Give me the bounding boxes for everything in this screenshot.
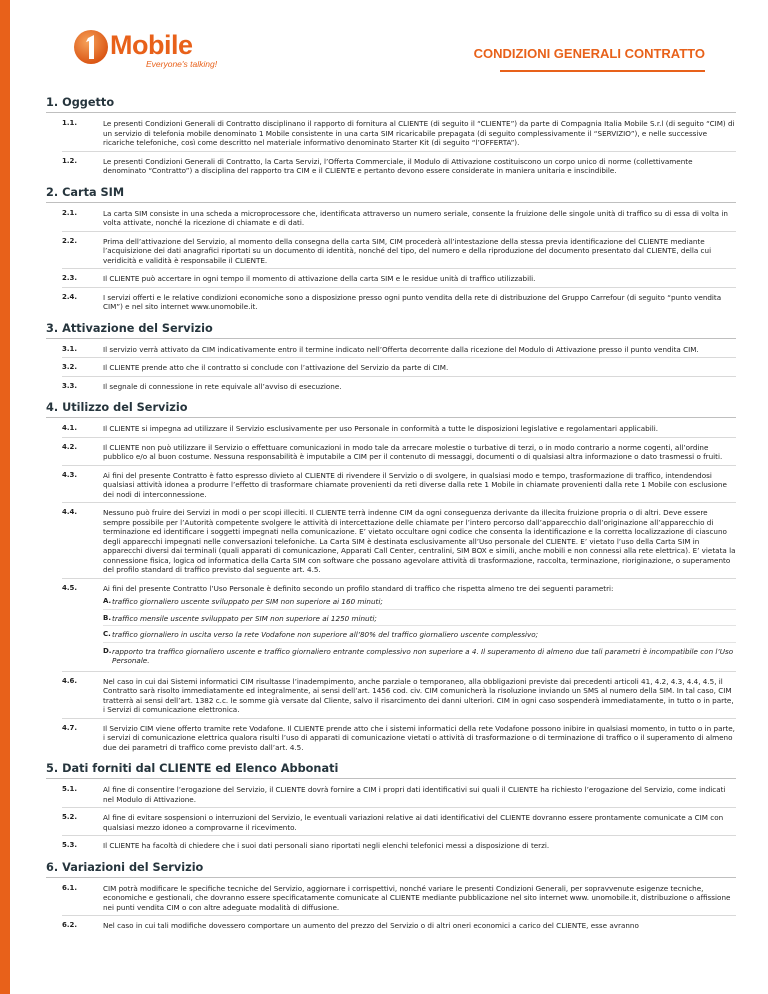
sidebar-accent-bar bbox=[0, 0, 10, 994]
clause bbox=[62, 157, 736, 179]
clause-number: 3.3. bbox=[62, 381, 78, 390]
clause bbox=[62, 724, 736, 756]
company-logo bbox=[72, 26, 222, 70]
clause-text: Il CLIENTE può accertare in ogni tempo il momento di attivazione della carta SIM e le residue unità di traffico utilizzabili. bbox=[103, 274, 536, 283]
clause-text: Nel caso in cui dai Sistemi informatici CIM risultasse l’inadempimento, anche parziale o temporaneo, alla obbligazioni previste dai precedenti articoli 41, 4.2, 4.3, 4.4, 4.5, il Contratto sarà risolto immediatamente ed integralmente, ai sensi dell’art. 1456 cod. civ. CIM comunicherà la risoluzione inviando un SMS al numero della SIM. In tal caso, CIM tratterrà ai sensi dell’art. 1382 c.c. le somme già versate dal Cliente, salvo il risarcimento dei danni ulteriori. CIM in ogni caso sospenderà immediatamente, in tutto o in parte, i Servizi di comunicazione elettronica. bbox=[103, 676, 734, 714]
logo-tagline: Everyone's talking! bbox=[146, 59, 218, 69]
clause-text: Il CLIENTE non può utilizzare il Servizio o effettuare comunicazioni in modo tale da arrecare molestie o turbative di terzi, o in modo contrario a norme cogenti, all’ordine pubblico e/o al buon costume. Nessuna responsabilità è imputabile a CIM per il contenuto di messaggi, documenti o di qualsiasi altra informazione o dato trasmessi o fruiti. bbox=[103, 442, 723, 461]
clause-body bbox=[103, 724, 736, 753]
clause-text: CIM potrà modificare le specifiche tecniche del Servizio, aggiornare i corrispettivi, nonché variare le presenti Condizioni Generali, per sopravvenute esigenze tecniche, economiche e gestionali, che dovranno essere specificatamente comunicate al CLIENTE mediante pubblicazione nel sito internet www. unomobile.it, distribuzione o affissione nei punti vendita CIM o con altre adeguate modalità di diffusione. bbox=[103, 883, 731, 912]
clause-text: Il CLIENTE ha facoltà di chiedere che i suoi dati personali siano riportati negli elenchi telefonici messi a disposizione di terzi. bbox=[103, 841, 550, 850]
section-divider bbox=[46, 778, 736, 779]
section-divider bbox=[46, 338, 736, 339]
clause bbox=[62, 584, 736, 672]
clause-text: Ai fini del presente Contratto l’Uso Personale è definito secondo un profilo standard di traffico che rispetta almeno tre dei seguenti parametri: bbox=[103, 583, 614, 593]
clause-text: Al fine di consentire l’erogazione del Servizio, il CLIENTE dovrà fornire a CIM i propri dati identificativi sui quali il CLIENTE ha richiesto l’erogazione del Servizio, come indicati nel Modulo di Attivazione. bbox=[103, 785, 726, 804]
clause-body bbox=[103, 677, 736, 715]
sub-clause-text: traffico mensile uscente sviluppato per SIM non superiore ai 1250 minuti; bbox=[112, 613, 377, 623]
clause-body bbox=[103, 785, 736, 804]
sub-clause bbox=[103, 597, 736, 610]
clause-text: Il segnale di connessione in rete equivale all’avviso di esecuzione. bbox=[103, 381, 342, 391]
section bbox=[46, 857, 736, 934]
sub-clause-label: C. bbox=[103, 630, 111, 638]
clause bbox=[62, 921, 736, 934]
clause-body bbox=[103, 237, 736, 266]
section bbox=[46, 397, 736, 755]
clause-body bbox=[103, 293, 736, 312]
section-title: 5. Dati forniti dal CLIENTE ed Elenco Abbonati bbox=[46, 762, 339, 775]
clause-body bbox=[103, 363, 736, 373]
clause bbox=[62, 345, 736, 359]
section-title: 4. Utilizzo del Servizio bbox=[46, 401, 188, 414]
clause bbox=[62, 293, 736, 315]
clause bbox=[62, 884, 736, 917]
clause-body bbox=[103, 443, 736, 462]
sub-clause-text: traffico giornaliero uscente sviluppato per SIM non superiore ai 160 minuti; bbox=[112, 597, 383, 606]
clause-number: 4.6. bbox=[62, 676, 78, 685]
clause-text: La carta SIM consiste in una scheda a microprocessore che, identificata attraverso un numero seriale, consente la fruizione delle singole unità di traffico su di essa di volta in volta attivate, nonché la ricezione di chiamate e di dati. bbox=[103, 208, 728, 227]
clause-body bbox=[103, 508, 736, 575]
clause bbox=[62, 209, 736, 232]
clause-body bbox=[103, 841, 736, 851]
clause-body bbox=[103, 119, 736, 148]
section-title: 2. Carta SIM bbox=[46, 185, 125, 199]
clause-text: Il CLIENTE si impegna ad utilizzare il Servizio esclusivamente per uso Personale in conformità a tutte le disposizioni legislative e regolamentari applicabili. bbox=[103, 424, 658, 433]
clause bbox=[62, 785, 736, 808]
clause-number: 2.3. bbox=[62, 274, 78, 282]
logo-text: Mobile bbox=[110, 30, 193, 60]
clause-body bbox=[103, 424, 736, 434]
clause-number: 6.2. bbox=[62, 921, 78, 929]
clause-number: 4.4. bbox=[62, 508, 78, 516]
document-title: CONDIZIONI GENERALI CONTRATTO bbox=[473, 46, 705, 61]
clause-text: Il Servizio CIM viene offerto tramite rete Vodafone. Il CLIENTE prende atto che i sistemi informatici della rete Vodafone possono inibire in qualsiasi momento, in tutto o in parte, i servizi di comunicazione elettrica qualora risulti l’uso di apparati di comunicazione vietati o attività di trasformazione o di terminazione di traffico o il superamento di almeno due dei parametri di traffico come previsto dall’art. 4.5. bbox=[103, 723, 735, 752]
clause-number: 5.2. bbox=[62, 813, 78, 821]
sub-clause bbox=[103, 614, 736, 627]
clause-body bbox=[103, 584, 736, 668]
clause-text: Ai fini del presente Contratto è fatto espresso divieto al CLIENTE di rivendere il Servizio o di svolgere, in qualsiasi modo e tempo, trasformazione di traffico, intendendosi qualsiasi attività idonea a produrre l’effetto di trasformare chiamate provenienti da reti diverse dalla rete 1 Mobile in chiamate provenienti dalla rete 1 Mobile con esclusione dei nodi di interconnessione. bbox=[103, 470, 727, 499]
clause-number: 4.2. bbox=[62, 442, 78, 451]
clause bbox=[62, 274, 736, 288]
clause bbox=[62, 677, 736, 719]
clause-body bbox=[103, 471, 736, 500]
clause bbox=[62, 813, 736, 836]
section-divider bbox=[46, 202, 736, 203]
clause-number: 6.1. bbox=[62, 883, 78, 892]
section-divider bbox=[46, 112, 736, 113]
section-title: 1. Oggetto bbox=[46, 96, 115, 109]
section-title: 6. Variazioni del Servizio bbox=[46, 860, 204, 874]
clause-text: Il servizio verrà attivato da CIM indicativamente entro il termine indicato nell’Offerta decorrente dalla ricezione del Modulo di Attivazione presso il punto vendita CIM. bbox=[103, 344, 699, 354]
section bbox=[46, 92, 736, 179]
clause-body bbox=[103, 345, 736, 355]
sub-clause-label: A. bbox=[103, 597, 112, 605]
clause bbox=[62, 119, 736, 152]
clause-number: 5.1. bbox=[62, 785, 78, 793]
clause-number: 2.1. bbox=[62, 208, 78, 217]
clause-number: 4.1. bbox=[62, 424, 78, 432]
clause-body bbox=[103, 813, 736, 832]
section bbox=[46, 182, 736, 315]
contract-body bbox=[46, 92, 736, 937]
section-divider bbox=[46, 417, 736, 418]
clause-body bbox=[103, 157, 736, 176]
clause-number: 5.3. bbox=[62, 841, 78, 849]
sub-clause-label: D. bbox=[103, 646, 112, 655]
clause-number: 1.2. bbox=[62, 156, 78, 165]
clause-text: Nessuno può fruire dei Servizi in modi o per scopi illeciti. Il CLIENTE terrà indenne CIM da ogni conseguenza derivante da illecita fruizione propria o di altri. Deve essere sempre possibile per l’Autorità competente svolgere le attività di intercettazione delle chiamate per l’intero percorso dall’apparecchio dall’originazione all’apparecchio di terminazione ed identificare i soggetti impegnati nella comunicazione. E’ vietato occultare ogni codice che consenta la identificazione e la corretta localizzazione di ciascuno degli apparecchi impegnati nelle conversazioni telefoniche. La Carta SIM è destinata esclusivamente all’Uso personale del CLIENTE. E’ vietato l’uso della Carta SIM in apparecchi diversi dai terminali (quali apparati di comunicazione, Apparati Call Center, centralini, SIM BOX e simili, anche mobili e non connessi alla rete elettrica). E’ vietata la connessione fisica, logica od informatica della Carta SIM con software che possano agevolare attività di trasformazione, raccolta, terminazione, rioriginazione, o superamento del profilo standard di traffico previsto dal seguente art. 4.5. bbox=[103, 508, 736, 574]
clause-number: 3.2. bbox=[62, 363, 78, 371]
sub-clause-text: traffico giornaliero in uscita verso la rete Vodafone non superiore all’80% del traffico giornaliero uscente complessivo; bbox=[112, 630, 539, 639]
title-underline bbox=[500, 70, 705, 72]
clause-text: Prima dell’attivazione del Servizio, al momento della consegna della carta SIM, CIM procederà all’intestazione della stessa previa identificazione del CLIENTE mediante l’acquisizione dei dati anagrafici riportati su un documento di identità, nonché del tipo, del numero e della riproduzione del documento presentato dal CLIENTE, della cui veridicità e validità è responsabile il CLIENTE. bbox=[103, 236, 712, 265]
clause-body bbox=[103, 921, 736, 931]
clause-text: Nel caso in cui tali modifiche dovessero comportare un aumento del prezzo del Servizio o di altri oneri economici a carico del CLIENTE, esse avranno bbox=[103, 921, 639, 930]
clause-body bbox=[103, 884, 736, 913]
section-divider bbox=[46, 877, 736, 878]
clause-body bbox=[103, 209, 736, 228]
logo-mark-icon bbox=[72, 26, 112, 66]
clause bbox=[62, 363, 736, 377]
sub-clause-text: rapporto tra traffico giornaliero uscente e traffico giornaliero entrante complessivo non superiore a 4. Il superamento di almeno due tali parametri è incompatibile con l’Uso Personale. bbox=[112, 646, 734, 665]
clause-number: 3.1. bbox=[62, 344, 78, 353]
sub-clause bbox=[103, 647, 736, 668]
sub-clause-label: B. bbox=[103, 613, 111, 622]
clause-body bbox=[103, 382, 736, 392]
clause-number: 2.4. bbox=[62, 292, 78, 301]
clause-number: 1.1. bbox=[62, 119, 78, 127]
clause bbox=[62, 841, 736, 854]
clause bbox=[62, 508, 736, 579]
clause bbox=[62, 424, 736, 438]
clause bbox=[62, 471, 736, 504]
section bbox=[46, 318, 736, 395]
clause bbox=[62, 382, 736, 395]
clause-number: 2.2. bbox=[62, 236, 78, 245]
clause bbox=[62, 443, 736, 466]
clause-text: Il CLIENTE prende atto che il contratto si conclude con l’attivazione del Servizio da parte di CIM. bbox=[103, 363, 449, 372]
clause bbox=[62, 237, 736, 270]
clause-text: Al fine di evitare sospensioni o interruzioni del Servizio, le eventuali variazioni relative ai dati identificativi del CLIENTE dovranno essere prontamente comunicate a CIM con qualsiasi mezzo idoneo a comprovarne il ricevimento. bbox=[103, 813, 724, 832]
clause-number: 4.7. bbox=[62, 723, 78, 732]
clause-number: 4.3. bbox=[62, 470, 78, 479]
section-title: 3. Attivazione del Servizio bbox=[46, 321, 213, 335]
clause-text: Le presenti Condizioni Generali di Contratto, la Carta Servizi, l’Offerta Commerciale, il Modulo di Attivazione costituiscono un corpo unico di norme (collettivamente denominato “Contratto”) a disciplina del rapporto tra CIM e il CLIENTE e pertanto devono essere considerate in maniera unitaria e inscindibile. bbox=[103, 156, 693, 175]
clause-text: Le presenti Condizioni Generali di Contratto disciplinano il rapporto di fornitura al CLIENTE (di seguito il “CLIENTE”) da parte di Compagnia Italia Mobile S.r.l (di seguito “CIM) di un servizio di telefonia mobile denominato 1 Mobile consistente in una carta SIM ricaricabile prepagata (di seguito complessivamente il “SERVIZIO”), e nelle successive ricariche telefoniche, così come descritto nel materiale informativo denominato Starter Kit (di seguito “l’OFFERTA”). bbox=[103, 119, 735, 147]
clause-number: 4.5. bbox=[62, 583, 78, 592]
clause-body bbox=[103, 274, 736, 284]
sub-clause bbox=[103, 630, 736, 643]
clause-text: I servizi offerti e le relative condizioni economiche sono a disposizione presso ogni punto vendita della rete di distribuzione del Gruppo Carrefour (di seguito “punto vendita CIM”) e nel sito internet www.unomobile.it. bbox=[103, 292, 722, 311]
section bbox=[46, 758, 736, 854]
